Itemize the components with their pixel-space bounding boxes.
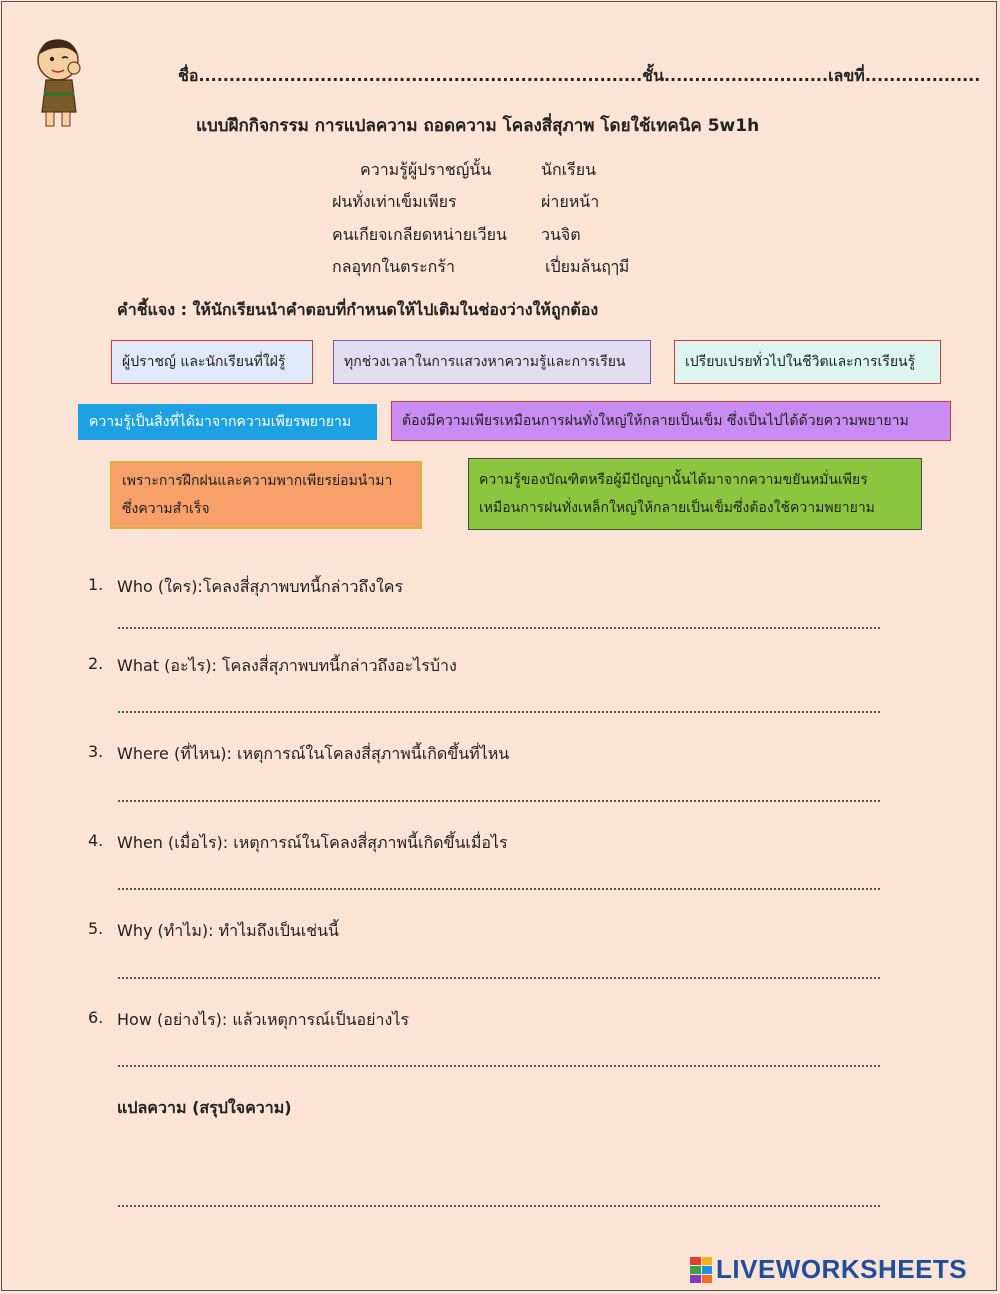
student-info-line: ชื่อ.........................................................................ชั้น...........................เลขที่................... <box>178 66 981 85</box>
answer-label-7-line2: เหมือนการฝนทั่งเหล็กใหญ่ให้กลายเป็นเข็มซึ่งต้องใช้ความพยายาม <box>479 500 875 516</box>
question-number-1: 1. <box>88 575 104 594</box>
answer-blank-1[interactable] <box>118 625 880 629</box>
question-text-1: Who (ใคร):โคลงสี่สุภาพบทนี้กล่าวถึงใคร <box>117 577 404 596</box>
boy-mascot-illustration <box>28 32 98 132</box>
question-text-6: How (อย่างไร): แล้วเหตุการณ์เป็นอย่างไร <box>117 1010 409 1029</box>
answer-label-1: ผู้ปราชญ์ และนักเรียนที่ใฝ่รู้ <box>122 354 286 370</box>
answer-label-5: ต้องมีความเพียรเหมือนการฝนทั่งใหญ่ให้กลายเป็นเข็ม ซึ่งเป็นไปได้ด้วยความพยายาม <box>402 413 909 429</box>
question-number-6: 6. <box>88 1008 104 1027</box>
poem-line-1b: นักเรียน <box>541 160 596 179</box>
poem-line-1a: ความรู้ผู้ปราชญ์นั้น <box>360 160 492 179</box>
question-number-4: 4. <box>88 831 104 850</box>
summary-title: แปลความ (สรุปใจความ) <box>117 1098 292 1117</box>
answer-label-6-line1: เพราะการฝึกฝนและความพากเพียรย่อมนำมา <box>122 473 393 489</box>
instruction-text: คำชี้แจง : ให้นักเรียนนำคำตอบที่กำหนดให้ไปเติมในช่องว่างให้ถูกต้อง <box>117 300 599 319</box>
answer-label-4: ความรู้เป็นสิ่งที่ได้มาจากความเพียรพยายาม <box>89 414 352 430</box>
summary-answer-blank[interactable] <box>118 1203 880 1207</box>
poem-line-4b: เปี่ยมล้นฤๅมี <box>545 257 630 276</box>
answer-box-7[interactable] <box>468 458 922 530</box>
answer-label-3: เปรียบเปรยทั่วไปในชีวิตและการเรียนรู้ <box>685 354 916 370</box>
answer-blank-5[interactable] <box>118 975 880 979</box>
answer-blank-4[interactable] <box>118 886 880 890</box>
question-number-5: 5. <box>88 919 104 938</box>
answer-label-7-line1: ความรู้ของบัณฑิตหรือผู้มีปัญญานั้นได้มาจากความขยันหมั่นเพียร <box>479 472 868 488</box>
question-text-4: When (เมื่อไร): เหตุการณ์ในโคลงสี่สุภาพนี้เกิดขึ้นเมื่อไร <box>117 833 508 852</box>
logo-text: LIVEWORKSHEETS <box>716 1254 968 1284</box>
question-text-3: Where (ที่ไหน): เหตุการณ์ในโคลงสี่สุภาพนี้เกิดขึ้นที่ไหน <box>117 744 510 763</box>
poem-line-3a: คนเกียจเกลียดหน่ายเวียน <box>332 225 507 244</box>
poem-line-4a: กลอุทกในตระกร้า <box>332 257 455 276</box>
poem-line-2b: ผ่ายหน้า <box>541 192 600 211</box>
answer-box-5[interactable] <box>391 401 951 441</box>
answer-box-1[interactable] <box>111 340 313 384</box>
answer-box-4[interactable] <box>78 404 377 440</box>
question-text-2: What (อะไร): โคลงสี่สุภาพบทนี้กล่าวถึงอะไรบ้าง <box>117 656 457 675</box>
poem-line-2a: ฝนทั่งเท่าเข็มเพียร <box>332 192 457 211</box>
answer-box-2[interactable] <box>333 340 651 384</box>
answer-box-3[interactable] <box>674 340 941 384</box>
worksheet-title: แบบฝึกกิจกรรม การแปลความ ถอดความ โคลงสี่สุภาพ โดยใช้เทคนิค 5w1h <box>196 116 760 136</box>
answer-blank-6[interactable] <box>118 1063 880 1067</box>
answer-blank-3[interactable] <box>118 798 880 802</box>
answer-label-6-line2: ซึ่งความสำเร็จ <box>122 501 210 517</box>
answer-label-2: ทุกช่วงเวลาในการแสวงหาความรู้และการเรียน <box>344 354 626 370</box>
liveworksheets-logo <box>690 1254 967 1285</box>
answer-blank-2[interactable] <box>118 709 880 713</box>
logo-blocks-icon <box>690 1257 712 1283</box>
poem-line-3b: วนจิต <box>541 225 581 244</box>
answer-box-6[interactable] <box>110 461 422 529</box>
question-number-2: 2. <box>88 654 104 673</box>
question-text-5: Why (ทำไม): ทำไมถึงเป็นเช่นนี้ <box>117 921 339 940</box>
question-number-3: 3. <box>88 742 104 761</box>
